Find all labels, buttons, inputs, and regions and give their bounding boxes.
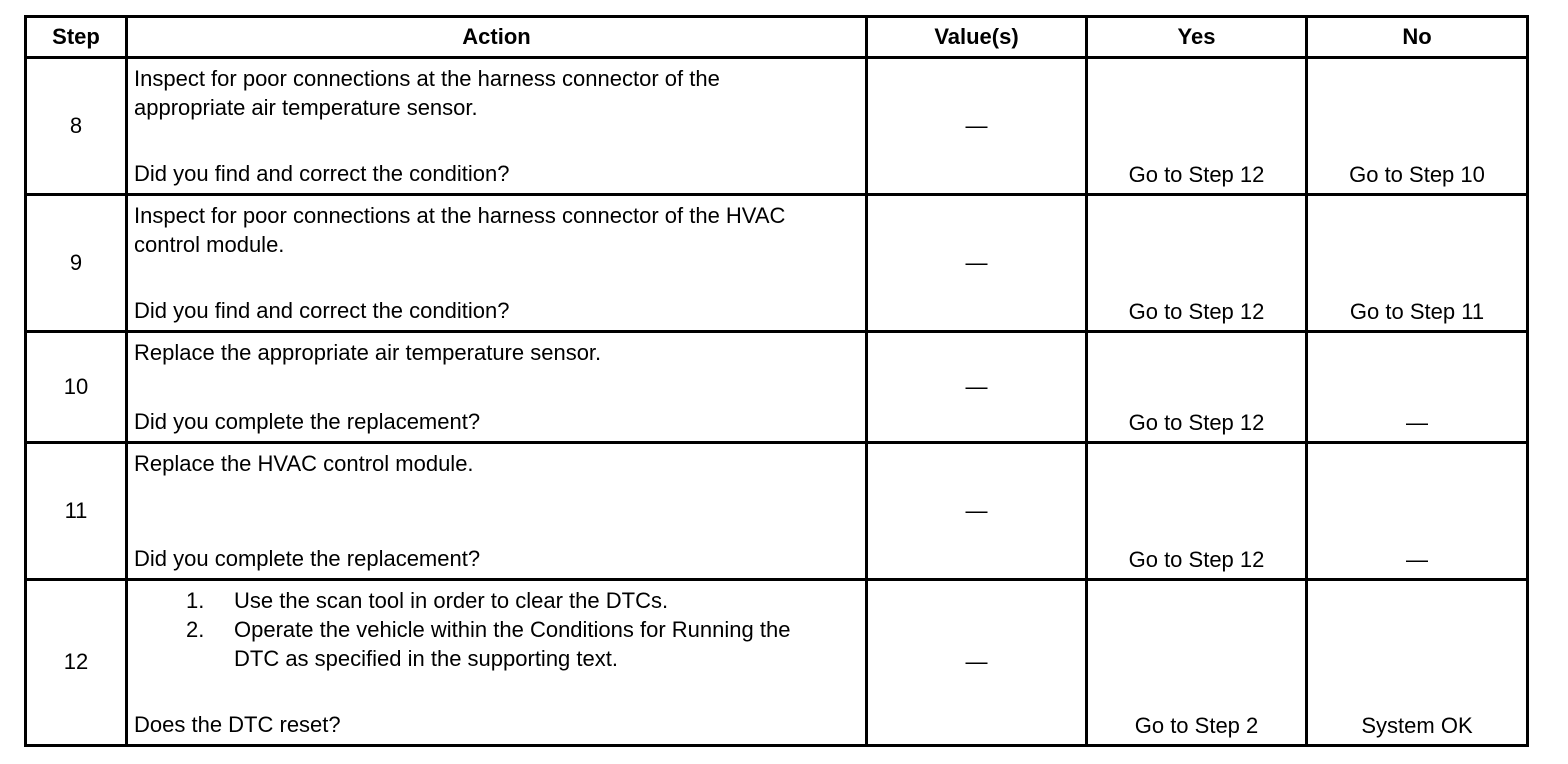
no-cell: Go to Step 11 xyxy=(1307,194,1528,331)
action-text: Inspect for poor connections at the harness connector of the appropriate air temperature sensor. xyxy=(134,66,720,120)
table-row xyxy=(26,579,1528,745)
action-question: Did you complete the replacement? xyxy=(134,545,481,571)
action-substeps xyxy=(128,581,865,673)
step-number: 12 xyxy=(26,579,127,745)
yes-cell: Go to Step 12 xyxy=(1087,58,1307,195)
no-cell: Go to Step 10 xyxy=(1307,58,1528,195)
value-cell: — xyxy=(867,442,1087,579)
step-number: 11 xyxy=(26,442,127,579)
action-text: Replace the HVAC control module. xyxy=(134,450,474,476)
header-yes: Yes xyxy=(1087,17,1307,58)
header-values: Value(s) xyxy=(867,17,1087,58)
yes-cell: Go to Step 12 xyxy=(1087,194,1307,331)
value-cell: — xyxy=(867,194,1087,331)
no-cell: — xyxy=(1307,442,1528,579)
substep-text: Operate the vehicle within the Conditions for Running the DTC as specified in the supporting text. xyxy=(234,616,791,671)
action-question: Did you find and correct the condition? xyxy=(134,160,510,186)
substep-list xyxy=(134,586,859,673)
no-cell: — xyxy=(1307,331,1528,442)
yes-cell: Go to Step 2 xyxy=(1087,579,1307,745)
table-row xyxy=(26,442,1528,579)
substep-text: Use the scan tool in order to clear the DTCs. xyxy=(234,587,669,613)
action-cell xyxy=(127,579,867,745)
action-cell xyxy=(127,442,867,579)
action-question: Did you find and correct the condition? xyxy=(134,297,510,323)
action-cell xyxy=(127,331,867,442)
action-question: Did you complete the replacement? xyxy=(134,408,481,434)
action-text: Replace the appropriate air temperature sensor. xyxy=(134,339,602,365)
action-text: Inspect for poor connections at the harness connector of the HVAC control module. xyxy=(134,202,786,257)
yes-cell: Go to Step 12 xyxy=(1087,331,1307,442)
header-step: Step xyxy=(26,17,127,58)
table-row xyxy=(26,58,1528,195)
step-number: 10 xyxy=(26,331,127,442)
table-row xyxy=(26,331,1528,442)
header-no: No xyxy=(1307,17,1528,58)
header-row xyxy=(26,17,1528,58)
substep-item xyxy=(134,615,834,673)
action-cell xyxy=(127,58,867,195)
action-cell xyxy=(127,194,867,331)
diagnostic-table xyxy=(24,15,1529,747)
substep-number: 1. xyxy=(186,587,205,613)
substep-item xyxy=(134,586,834,615)
step-number: 8 xyxy=(26,58,127,195)
yes-cell: Go to Step 12 xyxy=(1087,442,1307,579)
action-question: Does the DTC reset? xyxy=(134,712,341,737)
value-cell: — xyxy=(867,331,1087,442)
table-row xyxy=(26,194,1528,331)
no-cell: System OK xyxy=(1307,579,1528,745)
header-action: Action xyxy=(127,17,867,58)
value-cell: — xyxy=(867,58,1087,195)
step-number: 9 xyxy=(26,194,127,331)
substep-number: 2. xyxy=(186,616,205,642)
value-cell: — xyxy=(867,579,1087,745)
